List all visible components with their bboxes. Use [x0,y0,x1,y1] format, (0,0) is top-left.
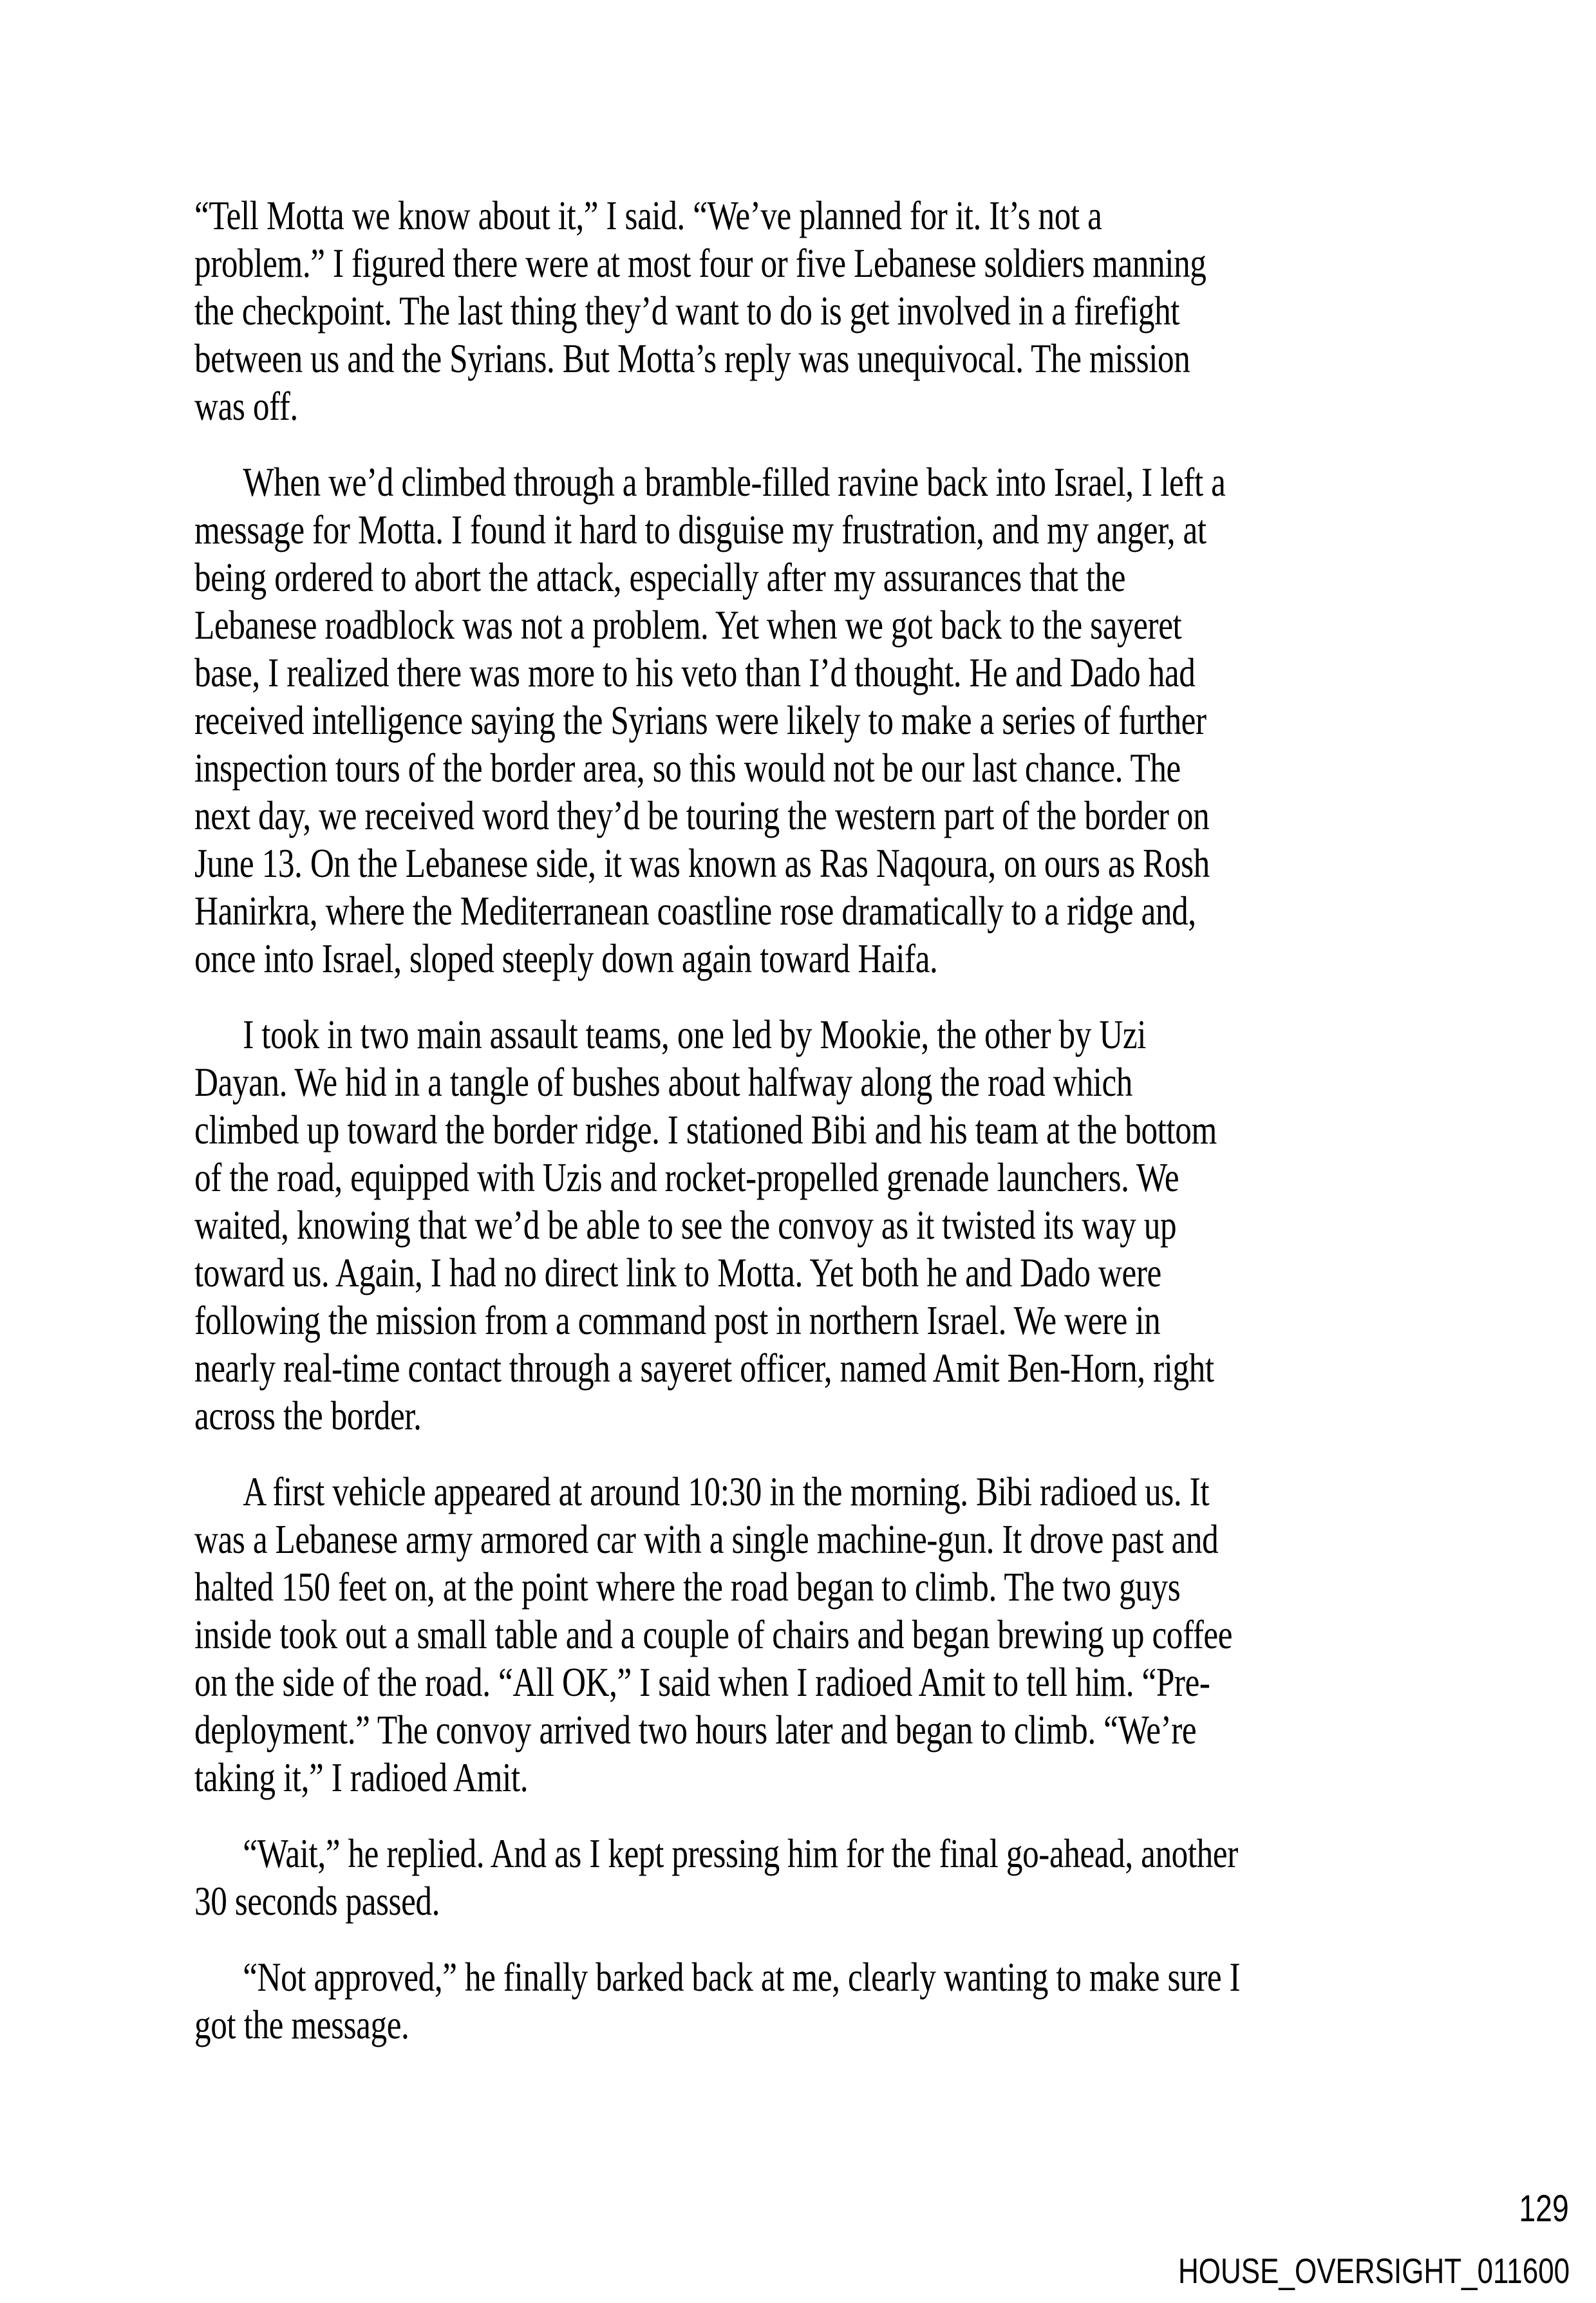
text-line: once into Israel, sloped steeply down again toward Haifa. [194,935,938,981]
bates-number: HOUSE_OVERSIGHT_011600 [1178,2251,1570,2291]
text-line: toward us. Again, I had no direct link to Motta. Yet both he and Dado were [194,1250,1161,1295]
text-line: “Tell Motta we know about it,” I said. “We’ve planned for it. It’s not a [194,193,1102,238]
text-line: received intelligence saying the Syrians were likely to make a series of further [194,697,1206,743]
text-line: base, I realized there was more to his veto than I’d thought. He and Dado had [194,650,1196,695]
page-number: 129 [1519,2188,1569,2230]
paragraph [194,1468,1240,1801]
text-line: nearly real-time contact through a sayeret officer, named Amit Ben-Horn, right [194,1345,1214,1391]
paragraph [194,1953,1240,2049]
text-line: inspection tours of the border area, so this would not be our last chance. The [194,745,1181,791]
paragraph [194,1011,1240,1440]
paragraph [194,1830,1240,1925]
text-line: inside took out a small table and a couple of chairs and began brewing up coffee [194,1612,1233,1657]
page-text [194,192,1240,2049]
text-line: was off. [194,383,298,429]
text-line: problem.” I figured there were at most four or five Lebanese soldiers manning [194,240,1206,286]
text-line: Hanirkra, where the Mediterranean coastline rose dramatically to a ridge and, [194,888,1196,934]
paragraph [194,458,1240,982]
text-line: on the side of the road. “All OK,” I said when I radioed Amit to tell him. “Pre- [194,1659,1210,1705]
text-line: deployment.” The convoy arrived two hours later and began to climb. “We’re [194,1707,1197,1753]
text-line: Lebanese roadblock was not a problem. Yet when we got back to the sayeret [194,602,1182,648]
text-line: of the road, equipped with Uzis and rocket-propelled grenade launchers. We [194,1154,1179,1200]
text-line: being ordered to abort the attack, especially after my assurances that the [194,554,1126,600]
text-line: the checkpoint. The last thing they’d want to do is get involved in a firefight [194,288,1180,334]
text-line: When we’d climbed through a bramble-filled ravine back into Israel, I left a [243,459,1226,505]
text-line: taking it,” I radioed Amit. [194,1754,529,1800]
text-line: halted 150 feet on, at the point where the road began to climb. The two guys [194,1564,1181,1610]
text-line: Dayan. We hid in a tangle of bushes about halfway along the road which [194,1059,1132,1105]
text-line: “Wait,” he replied. And as I kept pressing him for the final go-ahead, another [243,1830,1238,1876]
text-line: next day, we received word they’d be touring the western part of the border on [194,793,1210,838]
text-line: message for Motta. I found it hard to disguise my frustration, and my anger, at [194,507,1206,552]
text-line: following the mission from a command post in northern Israel. We were in [194,1297,1161,1343]
text-line: across the border. [194,1393,422,1438]
text-line: between us and the Syrians. But Motta’s reply was unequivocal. The mission [194,335,1190,381]
text-line: was a Lebanese army armored car with a single machine-gun. It drove past and [194,1516,1219,1562]
text-line: A first vehicle appeared at around 10:30 in the morning. Bibi radioed us. It [243,1469,1210,1514]
text-line: “Not approved,” he finally barked back at me, clearly wanting to make sure I [243,1954,1241,2000]
text-line: I took in two main assault teams, one led by Mookie, the other by Uzi [243,1011,1147,1057]
paragraph [194,192,1240,430]
text-line: waited, knowing that we’d be able to see the convoy as it twisted its way up [194,1202,1177,1248]
text-line: June 13. On the Lebanese side, it was known as Ras Naqoura, on ours as Rosh [194,840,1210,886]
text-line: climbed up toward the border ridge. I stationed Bibi and his team at the bottom [194,1107,1217,1152]
text-line: 30 seconds passed. [194,1878,440,1924]
text-line: got the message. [194,2002,409,2047]
